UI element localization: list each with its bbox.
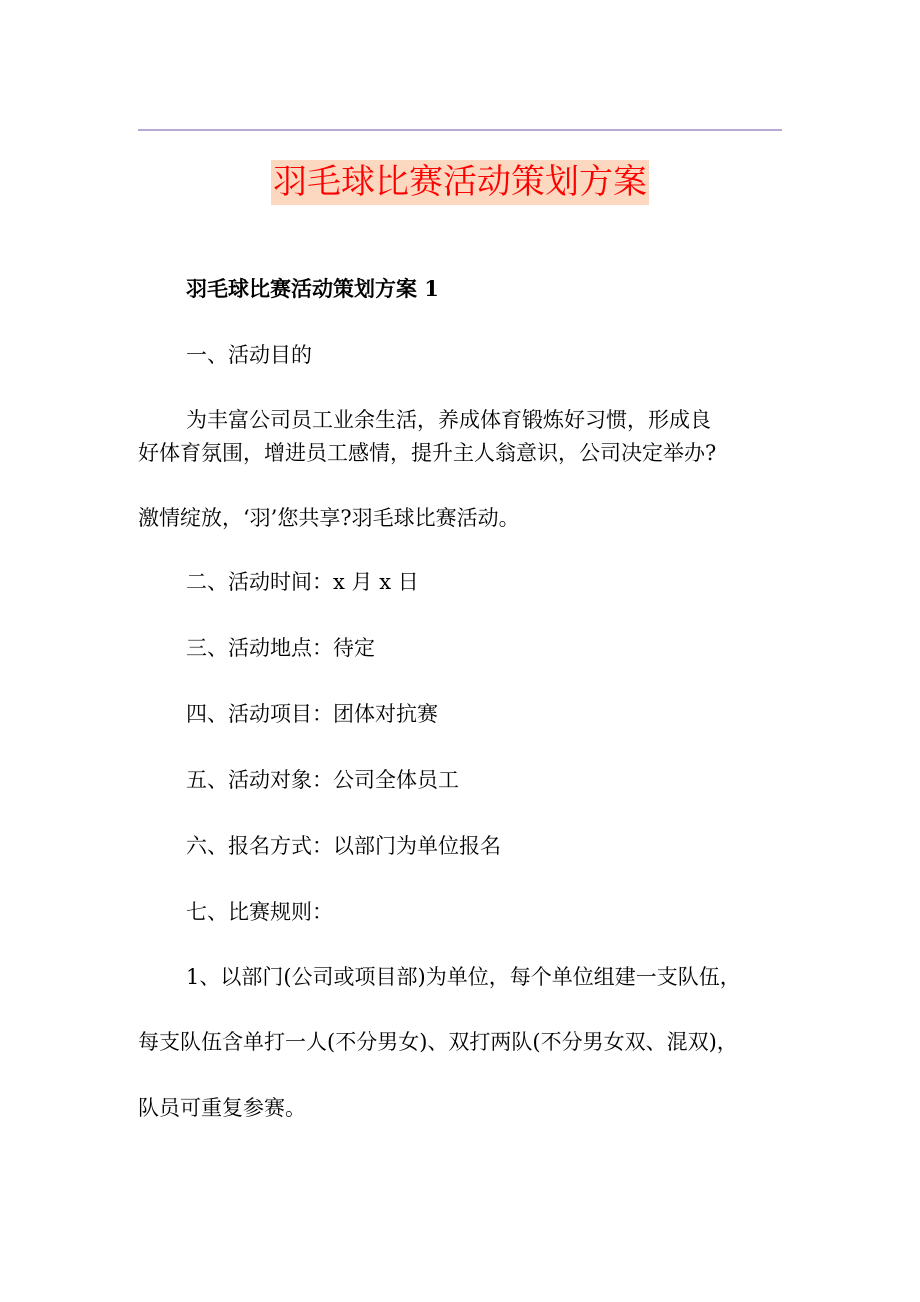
section-subtitle: 羽毛球比赛活动策划方案 1	[186, 276, 439, 301]
rule-1-line-2: 每支队伍含单打一人(不分男女)、双打两队(不分男女双、混双)，	[138, 1030, 738, 1054]
purpose-paragraph-line-3: 激情绽放，‘羽’您共享?羽毛球比赛活动。	[138, 506, 520, 530]
item-location: 三、活动地点：待定	[186, 636, 375, 660]
document-title: 羽毛球比赛活动策划方案	[271, 160, 649, 205]
heading-purpose: 一、活动目的	[186, 343, 312, 367]
item-participants: 五、活动对象：公司全体员工	[186, 768, 459, 792]
header-divider	[138, 129, 782, 131]
item-registration: 六、报名方式：以部门为单位报名	[186, 834, 501, 858]
rule-1-line-1: 1、以部门(公司或项目部)为单位，每个单位组建一支队伍，	[186, 965, 741, 989]
item-time: 二、活动时间：x 月 x 日	[186, 570, 419, 594]
purpose-paragraph-line-1: 为丰富公司员工业余生活，养成体育锻炼好习惯，形成良	[186, 408, 711, 432]
purpose-paragraph-line-2: 好体育氛围，增进员工感情，提升主人翁意识，公司决定举办?	[138, 441, 717, 465]
item-event: 四、活动项目：团体对抗赛	[186, 702, 438, 726]
rule-1-line-3: 队员可重复参赛。	[138, 1096, 306, 1120]
item-rules-heading: 七、比赛规则：	[186, 900, 333, 924]
title-container	[0, 160, 920, 205]
